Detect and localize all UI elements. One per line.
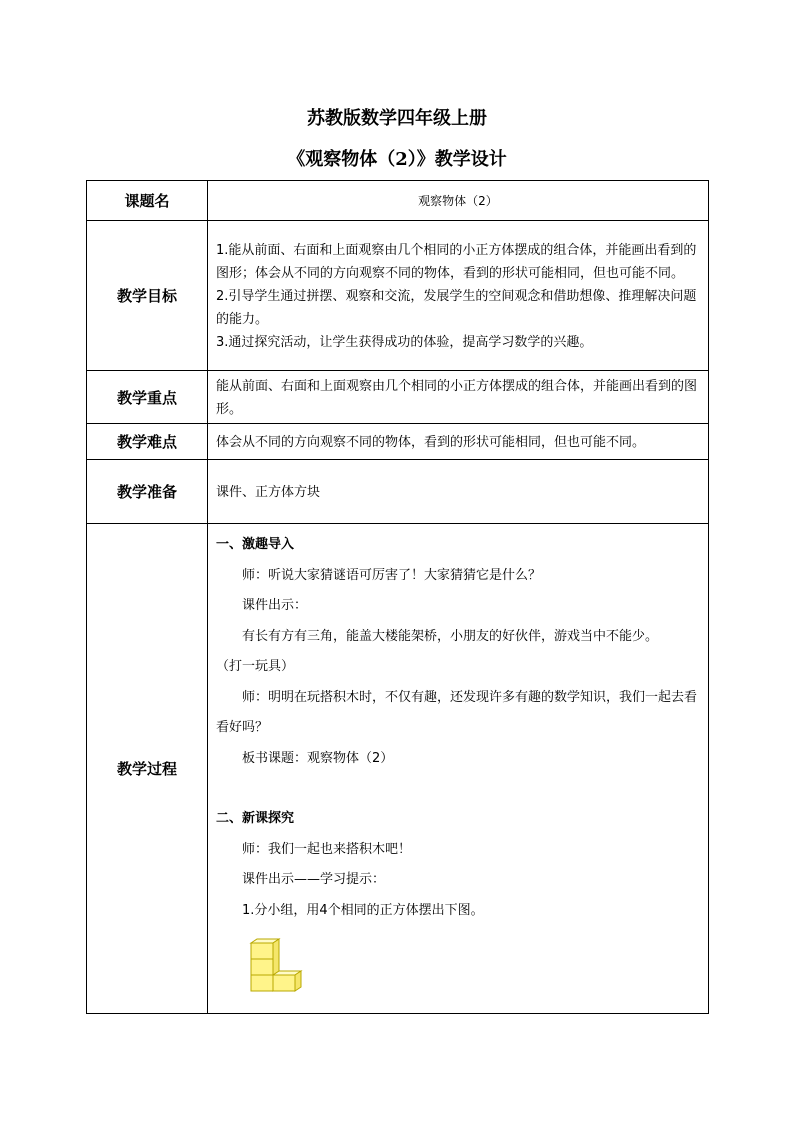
section-heading-2: 二、新课探究 [216, 811, 295, 826]
process-paragraph: 师：听说大家猜谜语可厉害了！大家猜猜它是什么？ [242, 567, 542, 583]
document-title: 苏教版数学四年级上册 [307, 108, 487, 129]
label-difficulties: 教学难点 [87, 424, 208, 460]
value-topic: 观察物体（2） [208, 181, 709, 221]
value-process [208, 524, 709, 1014]
row-difficulties [87, 424, 709, 460]
goal-item-2: 2.引导学生通过拼摆、观察和交流，发展学生的空间观念和借助想像、推理解决问题的能力。 [216, 289, 697, 327]
stacked-cubes-icon [248, 938, 308, 1002]
label-topic: 课题名 [87, 181, 208, 221]
row-preparation [87, 460, 709, 524]
row-key-points [87, 371, 709, 424]
lesson-plan-table [86, 180, 709, 1014]
row-process [87, 524, 709, 1014]
goal-item-3: 3.通过探究活动，让学生获得成功的体验，提高学习数学的兴趣。 [216, 335, 593, 350]
row-goals [87, 221, 709, 371]
process-paragraph: 师：我们一起也来搭积木吧！ [242, 841, 412, 857]
section-heading-1: 一、激趣导入 [216, 537, 295, 552]
document-subtitle: 《观察物体（2）》教学设计 [287, 149, 507, 170]
process-paragraph: 课件出示： [242, 598, 308, 613]
cube-figure [248, 938, 702, 1006]
value-key-points: 能从前面、右面和上面观察由几个相同的小正方体摆成的组合体，并能画出看到的图形。 [208, 371, 709, 424]
label-key-points: 教学重点 [87, 371, 208, 424]
value-goals [208, 221, 709, 371]
goal-item-1: 1.能从前面、右面和上面观察由几个相同的小正方体摆成的组合体，并能画出看到的图形；体会从不同的方向观察不同的物体，看到的形状可能相同，但也可能不同。 [216, 243, 697, 281]
label-process: 教学过程 [87, 524, 208, 1014]
value-preparation: 课件、正方体方块 [208, 460, 709, 524]
process-paragraph: （打一玩具） [216, 659, 295, 674]
value-difficulties: 体会从不同的方向观察不同的物体，看到的形状可能相同，但也可能不同。 [208, 424, 709, 460]
process-paragraph: 师：明明在玩搭积木时，不仅有趣，还发现许多有趣的数学知识，我们一起去看看好吗？ [216, 689, 698, 735]
process-paragraph: 课件出示——学习提示： [242, 872, 386, 887]
spacer [216, 774, 702, 804]
process-paragraph: 板书课题：观察物体（2） [242, 750, 394, 766]
label-preparation: 教学准备 [87, 460, 208, 524]
label-goals: 教学目标 [87, 221, 208, 371]
process-paragraph: 有长有方有三角，能盖大楼能架桥，小朋友的好伙伴，游戏当中不能少。 [242, 628, 659, 644]
row-topic [87, 181, 709, 221]
process-paragraph: 1.分小组，用4个相同的正方体摆出下图。 [242, 902, 484, 918]
